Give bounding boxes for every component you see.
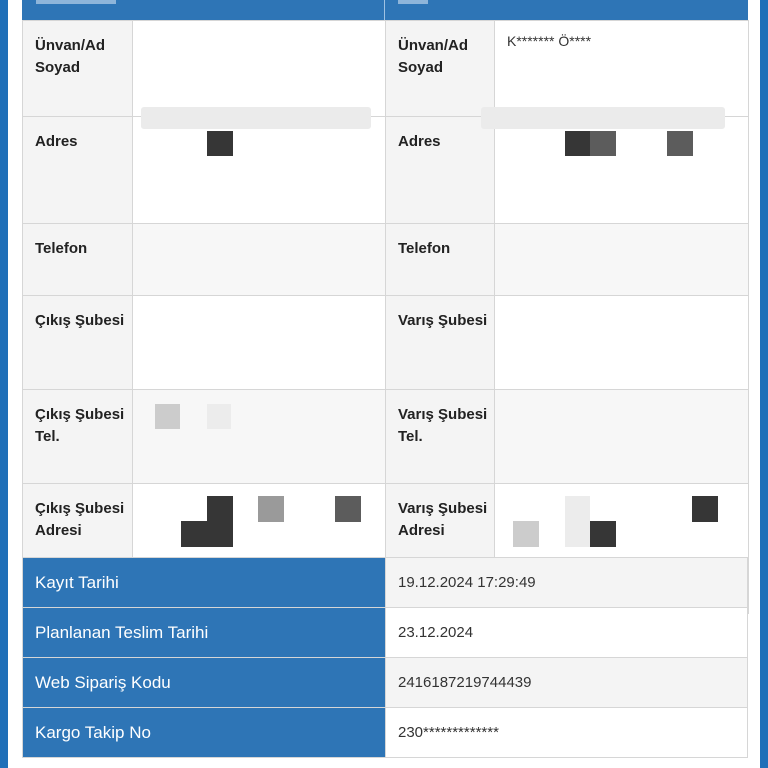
tracking-number-value: 230************* bbox=[386, 708, 748, 758]
planned-delivery-value: 23.12.2024 bbox=[386, 608, 748, 658]
sender-branch-phone-value bbox=[133, 390, 386, 484]
info-row-web-order-code bbox=[23, 658, 748, 708]
redaction-pixel bbox=[258, 496, 284, 522]
sender-address-label: Adres bbox=[23, 117, 133, 224]
redaction-pixel bbox=[155, 404, 180, 429]
redaction-pixel bbox=[667, 131, 693, 156]
receiver-branch-phone-label: Varış Şubesi Tel. bbox=[386, 390, 495, 484]
redaction-smear bbox=[141, 107, 371, 129]
branch-row bbox=[23, 296, 749, 390]
receiver-name-label: Ünvan/Ad Soyad bbox=[386, 21, 495, 117]
receiver-phone-label: Telefon bbox=[386, 224, 495, 296]
party-table-header bbox=[22, 0, 748, 21]
receiver-name-value: K******* Ö**** bbox=[495, 21, 749, 117]
receiver-branch-value bbox=[495, 296, 749, 390]
sender-phone-label: Telefon bbox=[23, 224, 133, 296]
receiver-branch-address-label: Varış Şubesi Adresi bbox=[386, 484, 495, 614]
web-order-code-value: 2416187219744439 bbox=[386, 658, 748, 708]
redaction-pixel bbox=[590, 521, 616, 547]
registration-date-value: 19.12.2024 17:29:49 bbox=[386, 558, 748, 608]
sender-phone-value bbox=[133, 224, 386, 296]
sender-address-value bbox=[133, 117, 386, 224]
redaction-pixel bbox=[513, 521, 539, 547]
redaction-pixel bbox=[335, 496, 361, 522]
info-row-planned-delivery bbox=[23, 608, 748, 658]
branch-phone-row bbox=[23, 390, 749, 484]
redaction-pixel bbox=[207, 131, 233, 156]
redaction-smear bbox=[481, 107, 725, 129]
left-frame-border bbox=[0, 0, 8, 768]
web-order-code-label: Web Sipariş Kodu bbox=[23, 658, 386, 708]
name-row bbox=[23, 21, 749, 117]
sender-receiver-table bbox=[22, 20, 749, 614]
shipment-info-table bbox=[22, 557, 748, 758]
sender-name-value bbox=[133, 21, 386, 117]
sender-name-label: Ünvan/Ad Soyad bbox=[23, 21, 133, 117]
registration-date-label: Kayıt Tarihi bbox=[23, 558, 386, 608]
receiver-phone-value bbox=[495, 224, 749, 296]
right-frame-border bbox=[760, 0, 768, 768]
redaction-pixel bbox=[207, 404, 231, 429]
address-row bbox=[23, 117, 749, 224]
tracking-number-label: Kargo Takip No bbox=[23, 708, 386, 758]
redaction-pixel bbox=[207, 496, 233, 522]
receiver-branch-label: Varış Şubesi bbox=[386, 296, 495, 390]
receiver-address-value bbox=[495, 117, 749, 224]
redaction-pixel bbox=[565, 496, 590, 522]
receiver-branch-phone-value bbox=[495, 390, 749, 484]
info-row-registration-date bbox=[23, 558, 748, 608]
sender-branch-label: Çıkış Şubesi bbox=[23, 296, 133, 390]
receiver-address-label: Adres bbox=[386, 117, 495, 224]
sender-branch-value bbox=[133, 296, 386, 390]
sender-branch-phone-label: Çıkış Şubesi Tel. bbox=[23, 390, 133, 484]
redaction-pixel bbox=[692, 496, 718, 522]
info-row-tracking-number bbox=[23, 708, 748, 758]
redaction-pixel bbox=[565, 521, 590, 547]
phone-row bbox=[23, 224, 749, 296]
sender-branch-address-label: Çıkış Şubesi Adresi bbox=[23, 484, 133, 614]
redaction-pixel bbox=[181, 521, 233, 547]
planned-delivery-label: Planlanan Teslim Tarihi bbox=[23, 608, 386, 658]
redaction-pixel bbox=[565, 131, 591, 156]
redaction-pixel bbox=[590, 131, 616, 156]
